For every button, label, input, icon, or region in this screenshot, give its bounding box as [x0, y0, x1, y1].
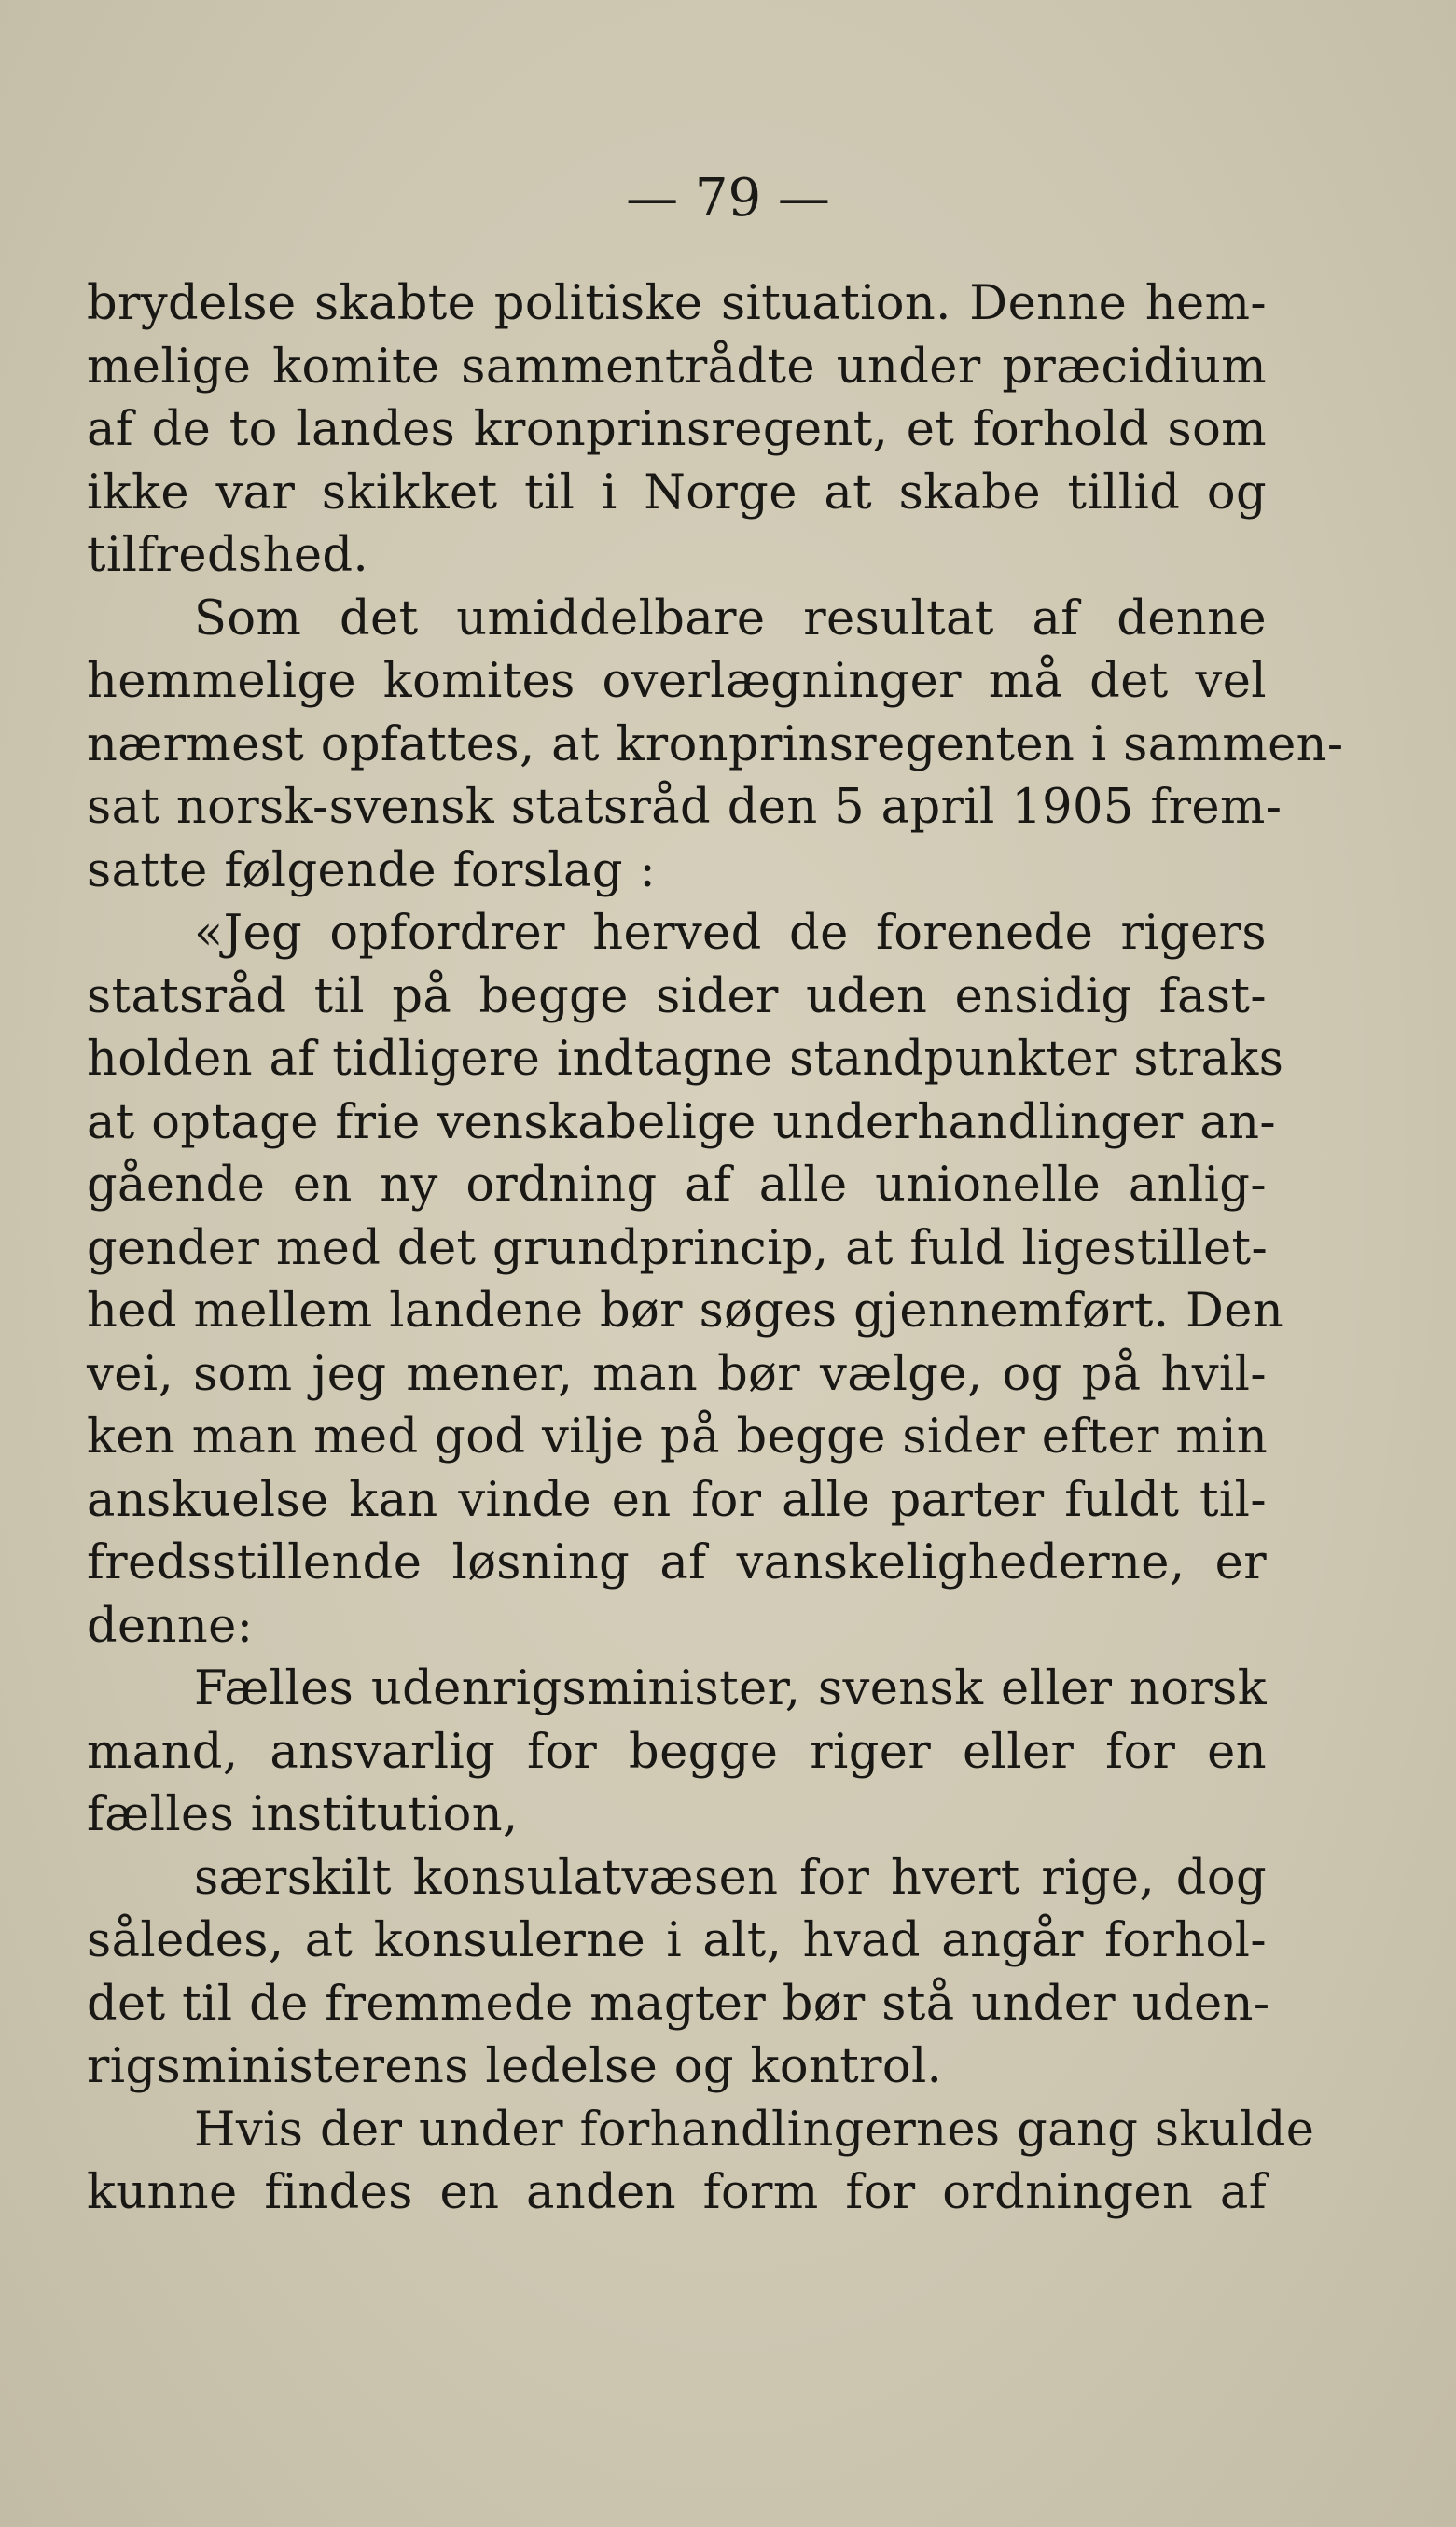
text-line: nærmest opfattes, at kronprinsregenten i sammen- — [87, 716, 1344, 772]
text-line: gender med det grundprincip, at fuld ligestillet- — [87, 1220, 1269, 1276]
text-line: Hvis der under forhandlingernes gang skulde — [194, 2102, 1315, 2158]
text-line: Som det umiddelbare resultat af denne — [194, 590, 1267, 646]
text-line: statsråd til på begge sider uden ensidig fast- — [87, 968, 1267, 1024]
text-line: gående en ny ordning af alle unionelle anlig- — [87, 1158, 1267, 1213]
text-line: således, at konsulerne i alt, hvad angår forhol- — [87, 1913, 1267, 1968]
text-line: rigsministerens ledelse og kontrol. — [87, 2039, 943, 2094]
text-line: af de to landes kronprinsregent, et forhold som — [87, 402, 1267, 457]
text-line: sat norsk-svensk statsråd den 5 april 1905 frem- — [87, 780, 1283, 835]
text-line: ken man med god vilje på begge sider efter min — [87, 1409, 1269, 1465]
text-line: kunne findes en anden form for ordningen af — [87, 2165, 1267, 2220]
text-line: satte følgende forslag : — [87, 842, 657, 898]
text-line: fælles institution, — [87, 1787, 519, 1842]
text-line: mand, ansvarlig for begge riger eller for en — [87, 1724, 1267, 1780]
text-line: denne: — [87, 1598, 254, 1654]
text-line: særskilt konsulatvæsen for hvert rige, dog — [194, 1850, 1267, 1906]
text-line: vei, som jeg mener, man bør vælge, og på hvil- — [87, 1346, 1267, 1402]
text-line: «Jeg opfordrer herved de forenede rigers — [194, 906, 1267, 961]
text-line: anskuelse kan vinde en for alle parter fuldt til- — [87, 1472, 1267, 1528]
text-line: fredsstillende løsning af vanskelighederne, er — [87, 1535, 1267, 1590]
text-line: brydelse skabte politiske situation. Denne hem- — [87, 276, 1267, 331]
text-line: holden af tidligere indtagne standpunkter straks — [87, 1032, 1284, 1087]
text-line: melige komite sammentrådte under præcidium — [87, 339, 1267, 395]
body-text — [87, 272, 1344, 2225]
text-line: ikke var skikket til i Norge at skabe tillid og — [87, 465, 1267, 521]
text-line: hed mellem landene bør søges gjennemført. Den — [87, 1284, 1284, 1339]
text-line: Fælles udenrigsminister, svensk eller norsk — [194, 1661, 1267, 1716]
text-line: det til de fremmede magter bør stå under uden- — [87, 1976, 1270, 2032]
text-line: tilfredshed. — [87, 528, 369, 583]
page-number: — 79 — — [626, 168, 830, 229]
text-line: at optage frie venskabelige underhandlinger an- — [87, 1094, 1276, 1150]
text-line: hemmelige komites overlægninger må det vel — [87, 654, 1267, 709]
